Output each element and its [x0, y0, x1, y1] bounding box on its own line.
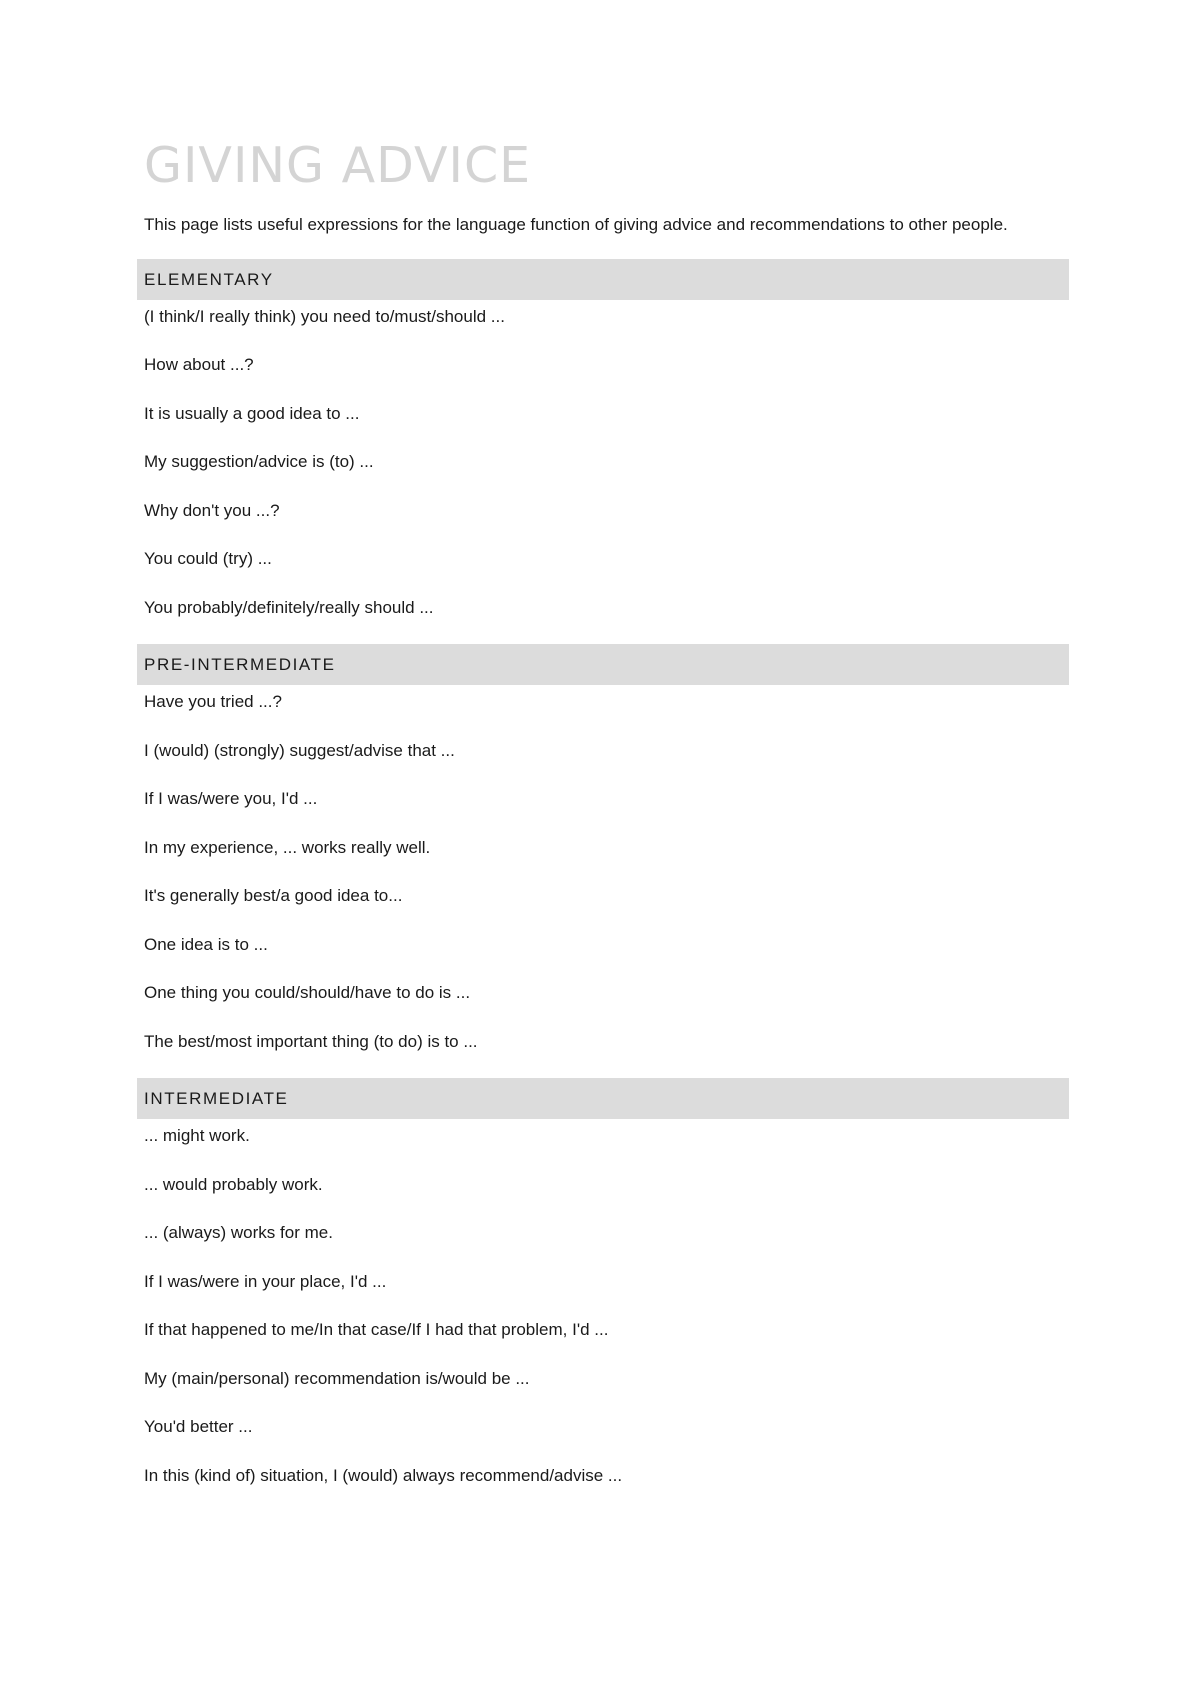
- phrase-item: If I was/were in your place, I'd ...: [144, 1271, 387, 1291]
- phrase-item: My suggestion/advice is (to) ...: [144, 452, 374, 472]
- intro-paragraph: This page lists useful expressions for the language function of giving advice and recommendations to other people.: [144, 214, 1008, 234]
- phrase-item: You could (try) ...: [144, 549, 272, 569]
- phrase-item: How about ...?: [144, 355, 254, 375]
- phrase-item: The best/most important thing (to do) is to ...: [144, 1031, 478, 1051]
- phrase-item: In my experience, ... works really well.: [144, 837, 431, 857]
- phrase-item: One idea is to ...: [144, 934, 268, 954]
- phrase-item: You'd better ...: [144, 1417, 253, 1437]
- section-heading: INTERMEDIATE: [137, 1078, 1069, 1119]
- phrase-item: If I was/were you, I'd ...: [144, 789, 318, 809]
- phrase-item: It's generally best/a good idea to...: [144, 886, 403, 906]
- section-elementary: [137, 259, 1069, 619]
- phrase-item: My (main/personal) recommendation is/would be ...: [144, 1368, 530, 1388]
- phrase-item: (I think/I really think) you need to/must/should ...: [144, 306, 505, 326]
- phrase-item: In this (kind of) situation, I (would) always recommend/advise ...: [144, 1465, 623, 1485]
- phrase-item: You probably/definitely/really should ...: [144, 597, 434, 617]
- phrase-item: If that happened to me/In that case/If I had that problem, I'd ...: [144, 1320, 609, 1340]
- section-intermediate: [137, 1078, 1069, 1487]
- phrase-list: [137, 305, 1069, 619]
- phrase-item: Have you tried ...?: [144, 692, 282, 712]
- section-heading: PRE-INTERMEDIATE: [137, 644, 1069, 685]
- phrase-item: One thing you could/should/have to do is ...: [144, 983, 471, 1003]
- phrase-item: ... would probably work.: [144, 1174, 323, 1194]
- phrase-item: Why don't you ...?: [144, 500, 280, 520]
- section-heading: ELEMENTARY: [137, 259, 1069, 300]
- phrase-list: [137, 690, 1069, 1053]
- document-page: [137, 137, 1069, 1512]
- phrase-item: ... might work.: [144, 1126, 250, 1146]
- section-pre-intermediate: [137, 644, 1069, 1053]
- phrase-item: ... (always) works for me.: [144, 1223, 333, 1243]
- phrase-item: I (would) (strongly) suggest/advise that ...: [144, 740, 455, 760]
- phrase-item: It is usually a good idea to ...: [144, 403, 360, 423]
- phrase-list: [137, 1124, 1069, 1487]
- page-title: GIVING ADVICE: [144, 137, 532, 194]
